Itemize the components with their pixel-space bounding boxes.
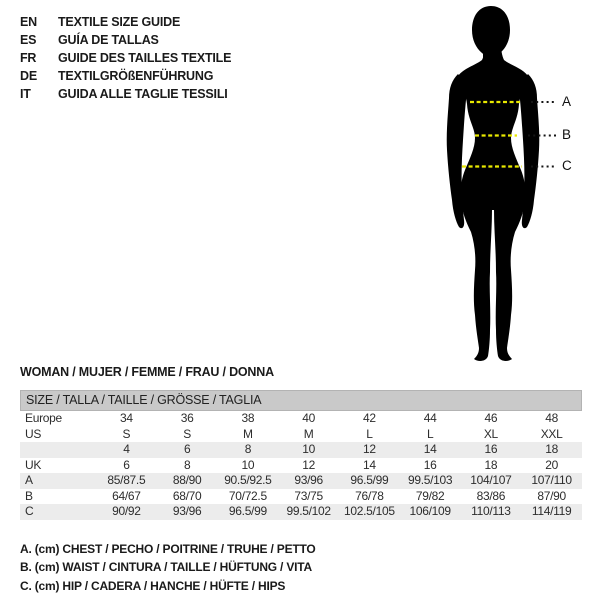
- table-cell: S: [122, 426, 131, 441]
- table-cell: 18: [484, 457, 498, 472]
- language-code: DE: [20, 69, 37, 83]
- language-title: TEXTILGRÖßENFÜHRUNG: [58, 69, 214, 83]
- table-cell: 73/75: [294, 488, 323, 503]
- table-cell: 6: [183, 442, 191, 456]
- table-cell: 96.5/99: [350, 473, 389, 487]
- table-cell: L: [366, 426, 373, 441]
- woman-silhouette-figure: [430, 0, 600, 370]
- language-code: EN: [20, 15, 37, 29]
- table-cell: XL: [483, 426, 498, 441]
- table-cell: 20: [545, 457, 558, 472]
- table-cell: 38: [241, 411, 255, 425]
- language-title: GUIDA ALLE TAGLIE TESSILI: [58, 87, 228, 101]
- language-row: [20, 49, 231, 67]
- row-label: B: [25, 488, 33, 503]
- table-cell: 68/70: [172, 488, 202, 503]
- table-cell: 6: [123, 457, 130, 472]
- table-cell: 40: [302, 411, 315, 425]
- row-label: Europe: [25, 411, 62, 425]
- language-code: ES: [20, 33, 37, 47]
- legend-line: C. (cm) HIP / CADERA / HANCHE / HÜFTE / HIPS: [20, 578, 286, 593]
- size-table-rows: [20, 411, 582, 520]
- table-cell: 12: [302, 457, 315, 472]
- legend-line: B. (cm) WAIST / CINTURA / TAILLE / HÜFTUNG / VITA: [20, 560, 312, 575]
- measure-label-hip: C: [562, 158, 572, 173]
- table-cell: 10: [302, 442, 315, 456]
- table-cell: 34: [120, 411, 133, 425]
- measure-label-waist: B: [562, 127, 572, 142]
- table-cell: 106/109: [409, 504, 451, 518]
- table-cell: 14: [363, 457, 376, 472]
- table-cell: 87/90: [537, 488, 566, 503]
- table-cell: 16: [423, 457, 437, 472]
- size-table-header: SIZE / TALLA / TAILLE / GRÖSSE / TAGLIA: [20, 390, 582, 411]
- table-row: [20, 489, 582, 505]
- table-cell: M: [243, 426, 253, 441]
- table-row: [20, 442, 582, 458]
- table-cell: 64/67: [112, 488, 141, 503]
- language-title-block: [20, 13, 231, 103]
- table-cell: L: [426, 426, 434, 441]
- language-row: [20, 85, 231, 103]
- row-label: A: [25, 473, 33, 487]
- table-cell: 90/92: [112, 504, 141, 518]
- language-title: TEXTILE SIZE GUIDE: [58, 15, 181, 29]
- table-cell: 79/82: [415, 488, 445, 503]
- table-cell: 10: [241, 457, 255, 472]
- table-cell: 76/78: [355, 488, 384, 503]
- table-cell: S: [183, 426, 191, 441]
- table-cell: 102.5/105: [344, 504, 395, 518]
- table-cell: 46: [484, 411, 498, 425]
- language-row: [20, 31, 231, 49]
- silhouette-shape: [447, 6, 540, 361]
- table-cell: 4: [123, 442, 130, 456]
- measure-label-chest: A: [562, 94, 572, 109]
- table-cell: 85/87.5: [107, 473, 146, 487]
- language-code: IT: [20, 87, 31, 101]
- table-cell: 96.5/99: [228, 504, 267, 518]
- row-label: US: [25, 426, 42, 441]
- table-cell: 99.5/103: [407, 473, 453, 487]
- table-cell: 44: [423, 411, 437, 425]
- table-cell: 70/72.5: [228, 488, 267, 503]
- table-cell: 90.5/92.5: [224, 473, 272, 487]
- language-code: FR: [20, 51, 37, 65]
- measurement-legend: [20, 540, 316, 595]
- table-cell: 114/119: [531, 504, 572, 518]
- table-row: [20, 473, 582, 489]
- table-cell: 18: [545, 442, 558, 456]
- row-label: [20, 442, 96, 458]
- woman-silhouette-svg: [430, 0, 600, 370]
- table-cell: 88/90: [172, 473, 202, 487]
- language-title: GUÍA DE TALLAS: [58, 33, 159, 47]
- table-cell: 48: [545, 411, 558, 425]
- table-row: [20, 458, 582, 474]
- table-cell: 104/107: [470, 473, 512, 487]
- table-cell: M: [303, 426, 314, 441]
- table-cell: 12: [363, 442, 376, 456]
- table-row: [20, 411, 582, 427]
- table-row: [20, 504, 582, 520]
- legend-line: A. (cm) CHEST / PECHO / POITRINE / TRUHE / PETTO: [20, 542, 316, 556]
- table-cell: 110/113: [471, 504, 511, 518]
- size-table: [20, 390, 582, 520]
- language-row: [20, 67, 231, 85]
- table-cell: 83/86: [476, 488, 506, 503]
- table-cell: 8: [183, 457, 191, 472]
- table-cell: 16: [484, 442, 498, 456]
- gender-heading: WOMAN / MUJER / FEMME / FRAU / DONNA: [20, 365, 274, 379]
- table-row: [20, 427, 582, 443]
- language-row: [20, 13, 231, 31]
- table-cell: 36: [180, 411, 194, 425]
- language-title: GUIDE DES TAILLES TEXTILE: [58, 51, 232, 65]
- table-cell: 14: [423, 442, 437, 456]
- row-label: C: [25, 504, 34, 518]
- table-cell: 107/110: [531, 473, 572, 487]
- row-label: UK: [25, 457, 42, 472]
- table-cell: XXL: [540, 426, 563, 441]
- table-cell: 42: [363, 411, 376, 425]
- table-cell: 99.5/102: [286, 504, 331, 518]
- table-cell: 93/96: [294, 473, 323, 487]
- table-cell: 8: [244, 442, 252, 456]
- table-cell: 93/96: [172, 504, 202, 518]
